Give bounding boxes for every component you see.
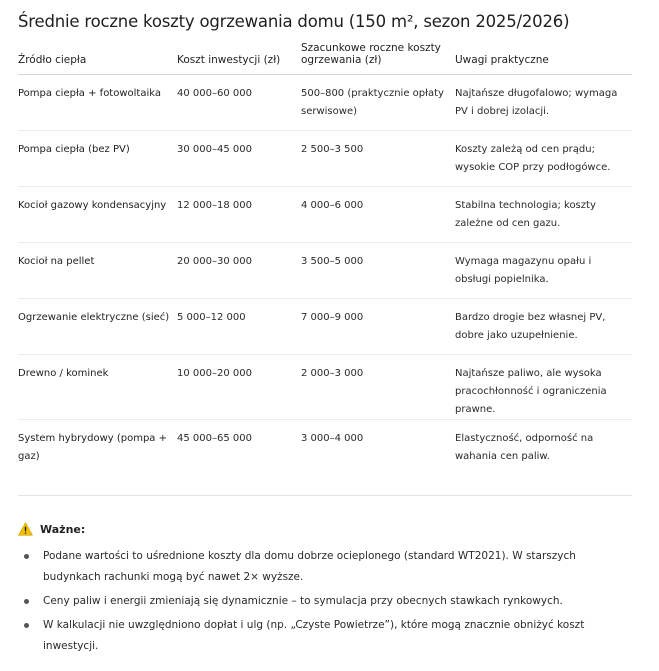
cell-investment: 40 000–60 000 — [177, 75, 301, 131]
heating-cost-table — [18, 39, 632, 475]
cell-source: Pompa ciepła + fotowoltaika — [18, 75, 177, 131]
header-investment: Koszt inwestycji (zł) — [177, 39, 301, 75]
cell-source: System hybrydowy (pompa + gaz) — [18, 433, 167, 462]
cell-notes: Stabilna technologia; koszty zależne od cen gazu. — [455, 187, 632, 243]
list-item-text: Ceny paliw i energii zmieniają się dynamicznie – to symulacja przy obecnych stawkach rynkowych. — [43, 595, 563, 607]
cell-notes: Wymaga magazynu opału i obsługi popielnika. — [455, 243, 632, 299]
cell-investment: 10 000–20 000 — [177, 355, 301, 420]
cell-annual-cost: 4 000–6 000 — [301, 187, 455, 243]
cell-notes: Najtańsze paliwo, ale wysoka pracochłonność i ograniczenia prawne. — [455, 355, 632, 420]
cell-investment: 45 000–65 000 — [177, 433, 252, 444]
page-title: Średnie roczne koszty ogrzewania domu (150 m², sezon 2025/2026) — [18, 12, 570, 31]
warning-icon — [18, 522, 33, 536]
list-item — [18, 546, 632, 588]
cell-notes: Koszty zależą od cen prądu; wysokie COP przy podłogówce. — [455, 131, 632, 187]
list-item — [18, 591, 632, 612]
cell-source: Drewno / kominek — [18, 355, 177, 420]
bullet-icon — [24, 599, 29, 604]
cell-notes: Elastyczność, odporność na wahania cen paliw. — [455, 433, 594, 462]
table-row — [18, 131, 632, 187]
notice-list — [18, 546, 632, 660]
table-header-row — [18, 39, 632, 75]
cell-notes: Bardzo drogie bez własnej PV, dobre jako uzupełnienie. — [455, 299, 632, 355]
table-row — [18, 187, 632, 243]
list-item-text: Podane wartości to uśrednione koszty dla domu dobrze ocieplonego (standard WT2021). W starszych budynkach rachunki mogą być nawet 2× wyższe. — [43, 550, 576, 583]
bullet-icon — [24, 554, 29, 559]
table-row — [18, 299, 632, 355]
cell-annual-cost: 2 500–3 500 — [301, 131, 455, 187]
cell-annual-cost: 7 000–9 000 — [301, 299, 455, 355]
table-row — [18, 75, 632, 131]
list-item-text: W kalkulacji nie uwzględniono dopłat i ulg (np. „Czyste Powietrze”), które mogą znacznie obniżyć koszt inwestycji. — [43, 619, 585, 652]
table-row — [18, 355, 632, 420]
cell-source: Kocioł na pellet — [18, 243, 177, 299]
list-item — [18, 615, 632, 657]
table-row — [18, 420, 632, 476]
cell-source: Pompa ciepła (bez PV) — [18, 131, 177, 187]
bullet-icon — [24, 623, 29, 628]
cell-annual-cost: 3 000–4 000 — [301, 433, 364, 444]
cell-investment: 12 000–18 000 — [177, 187, 301, 243]
header-annual-cost: Szacunkowe roczne koszty ogrzewania (zł) — [301, 39, 455, 75]
cell-notes: Najtańsze długofalowo; wymaga PV i dobrej izolacji. — [455, 75, 632, 131]
cell-annual-cost: 3 500–5 000 — [301, 243, 455, 299]
section-divider — [18, 495, 632, 496]
notice-heading-text: Ważne: — [40, 522, 86, 536]
cell-annual-cost: 500–800 (praktycznie opłaty serwisowe) — [301, 75, 455, 131]
cell-source: Ogrzewanie elektryczne (sieć) — [18, 299, 177, 355]
header-notes: Uwagi praktyczne — [455, 39, 632, 75]
notice-heading — [18, 522, 85, 536]
cell-investment: 30 000–45 000 — [177, 131, 301, 187]
cell-investment: 20 000–30 000 — [177, 243, 301, 299]
cell-annual-cost: 2 000–3 000 — [301, 355, 455, 420]
table-row — [18, 243, 632, 299]
cell-investment: 5 000–12 000 — [177, 299, 301, 355]
cell-source: Kocioł gazowy kondensacyjny — [18, 187, 177, 243]
header-source: Źródło ciepła — [18, 39, 177, 75]
